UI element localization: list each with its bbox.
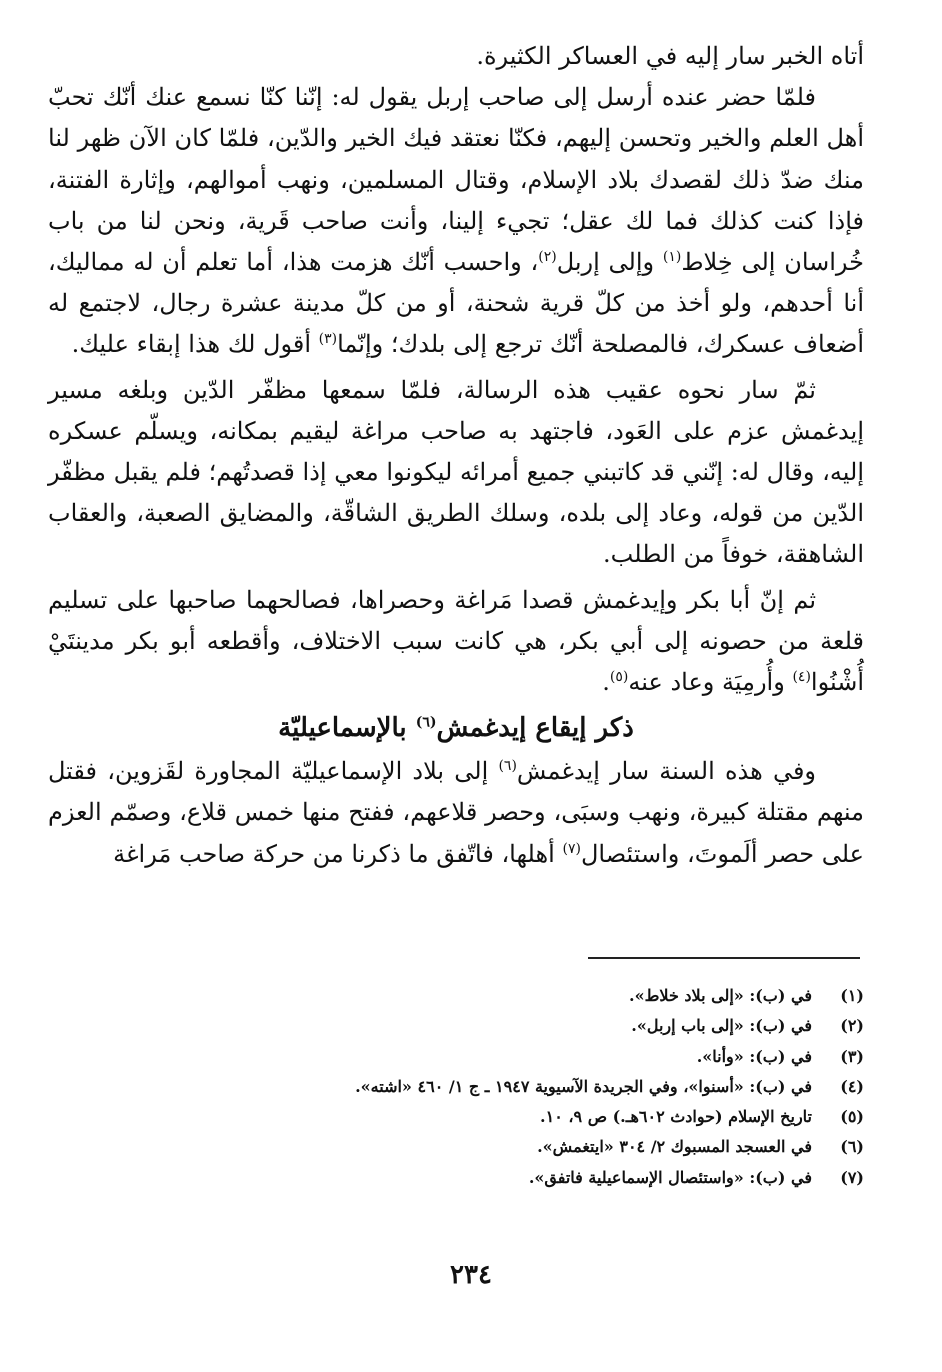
footnote-ref: (٦) (415, 714, 437, 731)
footnote-ref: (١) (662, 249, 682, 266)
main-text (48, 36, 864, 875)
footnote-item (224, 1042, 864, 1072)
footnote-text: في العسجد المسبوك ٢/ ٣٠٤ «ايتغمش». (537, 1137, 812, 1157)
footnote-item (224, 1011, 864, 1041)
footnote-item (224, 1102, 864, 1132)
text-run: ثم إنّ أبا بكر وإيدغمش قصدا مَراغة وحصراها، فصالحهما صاحبها على تسليم قلعة من حصونه إلى أبي بكر، هي كانت سبب الاختلاف، وأقطعه أبو بكر مدينتَيْ أُشْنُوا (48, 585, 864, 697)
paragraph-4 (48, 580, 864, 704)
text-run: فلمّا حضر عنده أرسل إلى صاحب إربل يقول له: إنّنا كنّا نسمع عنك أنّك تحبّ أهل العلم والخير وتحسن إليهم، فكنّا نعتقد فيك الخير والدّين، فلمّا كان الآن ظهر لنا منك ضدّ ذلك لقصدك بلاد الإسلام، وقتال المسلمين، ونهب أموالهم، وإثارة الفتنة، فإذا كنت كذلك فما لك عقل؛ تجيء إلينا، وأنت صاحب قَرية، ونحن لنا من باب خُراسان إلى خِلاط (48, 83, 864, 277)
footnote-number: (٢) (840, 1016, 864, 1036)
footnote-text: في (ب): «وأنا». (696, 1046, 812, 1066)
footnote-text: في (ب): «أسنوا»، وفي الجريدة الآسيوية ١٩٤٧ ـ ج ١/ ٤٦٠ «اشته». (355, 1076, 812, 1096)
footnote-item (224, 1163, 864, 1193)
text-run: ، واحسب أنّك هزمت هذا، أما تعلم أن له مماليك، أنا أحدهم، ولو أخذ من كلّ قرية شحنة، أو من كلّ مدينة عشرة رجال، لاجتمع له أضعاف عسكرك، فالمصلحة أنّك ترجع إلى بلدك؛ وإنّما (48, 248, 864, 359)
heading-text: ذكر إيقاع إيدغمش (436, 713, 634, 744)
paragraph-5 (48, 751, 864, 875)
footnote-item (224, 1072, 864, 1102)
text-run: أقول لك هذا إبقاء عليك. (71, 330, 319, 359)
footnote-ref: (٣) (318, 331, 338, 348)
section-heading (48, 707, 864, 749)
footnote-item (224, 1132, 864, 1162)
text-run: ثمّ سار نحوه عقيب هذه الرسالة، فلمّا سمعها مظفّر الدّين وبلغه مسير إيدغمش عزم على العَود، فاجتهد به صاحب مراغة ليقيم بمكانه، ويسلّم عسكره إليه، وقال له: إنّني قد كاتبني جميع أمرائه ليكونوا معي إذا قصدتُهم؛ فلم يقبل مظفّر الدّين من قوله، وعاد إلى بلده، وسلك الطريق الشاقّة، والمضايق الصعبة، والعقاب الشاهقة، خوفاً من الطلب. (48, 375, 864, 569)
paragraph-2 (48, 77, 864, 365)
footnote-number: (٥) (840, 1107, 864, 1127)
footnote-number: (٧) (840, 1167, 864, 1187)
text-run: وإلى إربل (556, 248, 663, 277)
text-run: . (602, 668, 610, 697)
footnote-number: (٤) (840, 1076, 864, 1096)
footnote-text: في (ب): «واستئصال الإسماعيلية فاتفق». (528, 1167, 812, 1187)
footnote-ref: (٥) (609, 669, 629, 686)
footnote-text: في (ب): «إلى بلاد خلاط». (629, 986, 812, 1005)
footnote-ref: (٦) (498, 758, 517, 775)
footnote-number: (٦) (840, 1137, 864, 1157)
footnote-text: تاريخ الإسلام (حوادث ٦٠٢هـ.) ص ٩، ١٠. (540, 1107, 812, 1127)
footnote-item (224, 981, 864, 1011)
footnotes (224, 981, 864, 1193)
paragraph-1 (48, 36, 864, 77)
footnote-ref: (٤) (792, 669, 811, 686)
footnote-number: (١) (840, 986, 864, 1005)
footnote-number: (٣) (840, 1046, 864, 1066)
page-number: ٢٣٤ (450, 1260, 492, 1290)
footnote-separator (588, 957, 860, 959)
text-run: وأُرمِيَة وعاد عنه (628, 668, 793, 697)
heading-text: بالإسماعيليّة (278, 713, 416, 744)
text-run: أهلها، فاتّفق ما ذكرنا من حركة صاحب مَراغة (113, 839, 563, 868)
text-run: إلى بلاد الإسماعيليّة المجاورة لقَزوين، فقتل منهم مقتلة كبيرة، ونهب وسبَى، وحصر قلاعهم، ففتح منها خمس قلاع، وصمّم العزم على حصر ألَموتَ، واستئصال (48, 757, 864, 868)
text-run: وفي هذه السنة سار إيدغمش (516, 757, 817, 786)
footnote-ref: (٧) (562, 840, 581, 857)
footnote-ref: (٢) (538, 249, 557, 266)
text-run: أتاه الخبر سار إليه في العساكر الكثيرة. (476, 42, 864, 70)
paragraph-3 (48, 370, 864, 576)
footnote-text: في (ب): «إلى باب إربل». (631, 1016, 812, 1036)
